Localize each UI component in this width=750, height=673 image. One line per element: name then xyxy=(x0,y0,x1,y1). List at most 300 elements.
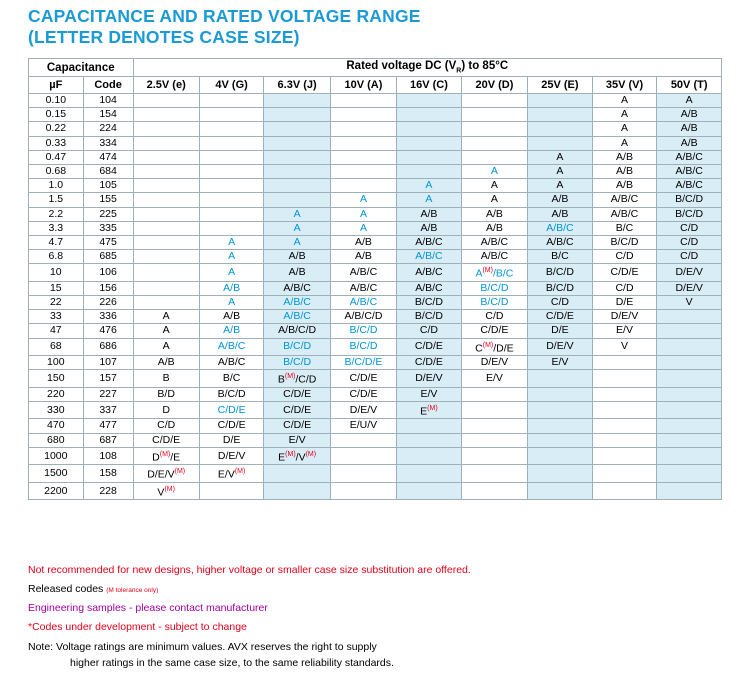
header-voltage-50v: 50V (T) xyxy=(657,77,722,94)
cell-case-size xyxy=(528,447,593,465)
cell-case-size xyxy=(199,108,264,122)
cell-case-size: C/D/E xyxy=(592,264,657,282)
cell-case-size: A xyxy=(264,207,330,221)
cell-capacitance-uf: 4.7 xyxy=(29,235,84,249)
cell-capacitance-code: 474 xyxy=(83,150,133,164)
table-row xyxy=(29,179,722,193)
note-voltage-ratings-line2: higher ratings in the same case size, to the same reliability standards. xyxy=(70,656,394,669)
cell-case-size xyxy=(461,465,527,483)
cell-capacitance-code: 225 xyxy=(83,207,133,221)
cell-case-size xyxy=(133,281,199,295)
cell-case-size xyxy=(528,433,593,447)
cell-case-size: $D/E/V^{(M)}$ xyxy=(133,465,199,483)
cell-capacitance-uf: 0.33 xyxy=(29,136,84,150)
cell-case-size: A/B xyxy=(528,207,593,221)
cell-case-size: B/C/D xyxy=(199,387,264,401)
table-row xyxy=(29,136,722,150)
cell-case-size xyxy=(657,447,722,465)
cell-case-size xyxy=(461,447,527,465)
cell-case-size: A/B/C xyxy=(264,281,330,295)
cell-case-size xyxy=(330,94,396,108)
cell-case-size: A/B/C xyxy=(199,338,264,356)
cell-capacitance-code: 156 xyxy=(83,281,133,295)
cell-case-size xyxy=(461,433,527,447)
cell-case-size: B/C/D xyxy=(461,295,527,309)
note-released-codes xyxy=(28,582,471,599)
header-capacitance: Capacitance xyxy=(29,59,134,77)
cell-case-size xyxy=(330,447,396,465)
cell-case-size: D/E xyxy=(528,324,593,338)
cell-capacitance-uf: 15 xyxy=(29,281,84,295)
cell-capacitance-code: 476 xyxy=(83,324,133,338)
cell-case-size xyxy=(264,482,330,500)
cell-case-size xyxy=(264,465,330,483)
cell-case-size: B/C/D xyxy=(397,310,462,324)
cell-capacitance-uf: 6.8 xyxy=(29,250,84,264)
table-row xyxy=(29,295,722,309)
cell-case-size: $D^{(M)}/E$ xyxy=(133,447,199,465)
cell-capacitance-code: 226 xyxy=(83,295,133,309)
cell-case-size: C/D/E xyxy=(330,387,396,401)
cell-case-size: A/B xyxy=(330,250,396,264)
cell-case-size: A xyxy=(592,122,657,136)
cell-case-size xyxy=(199,207,264,221)
cell-case-size xyxy=(199,150,264,164)
cell-case-size: A xyxy=(397,193,462,207)
cell-case-size: B/D xyxy=(133,387,199,401)
note-voltage-ratings-line1: Note: Voltage ratings are minimum values. AVX reserves the right to supply xyxy=(28,641,377,653)
cell-capacitance-uf: 33 xyxy=(29,310,84,324)
cell-case-size: C/D/E xyxy=(264,401,330,419)
cell-capacitance-uf: 150 xyxy=(29,370,84,388)
cell-case-size xyxy=(264,164,330,178)
cell-case-size: A/B/C/D xyxy=(330,310,396,324)
cell-case-size xyxy=(264,150,330,164)
cell-case-size: A/B xyxy=(397,207,462,221)
cell-capacitance-code: 106 xyxy=(83,264,133,282)
cell-case-size: A xyxy=(592,108,657,122)
cell-capacitance-uf: 1500 xyxy=(29,465,84,483)
cell-case-size: D/E/V xyxy=(461,356,527,370)
cell-case-size xyxy=(264,179,330,193)
cell-case-size xyxy=(133,164,199,178)
cell-capacitance-uf: 330 xyxy=(29,401,84,419)
cell-case-size xyxy=(199,221,264,235)
cell-capacitance-uf: 470 xyxy=(29,419,84,433)
cell-case-size xyxy=(461,482,527,500)
cell-case-size: D/E xyxy=(592,295,657,309)
cell-case-size: A xyxy=(133,310,199,324)
cell-case-size xyxy=(461,419,527,433)
cell-case-size: A/B/C xyxy=(397,281,462,295)
cell-capacitance-uf: 68 xyxy=(29,338,84,356)
cell-case-size xyxy=(133,295,199,309)
cell-case-size xyxy=(592,370,657,388)
cell-case-size xyxy=(133,207,199,221)
table-row xyxy=(29,264,722,282)
cell-case-size: A/B xyxy=(657,108,722,122)
cell-case-size: A/B/C xyxy=(397,264,462,282)
table-row xyxy=(29,250,722,264)
cell-case-size: B/C/D xyxy=(330,338,396,356)
cell-case-size: D/E/V xyxy=(657,281,722,295)
cell-capacitance-uf: 2.2 xyxy=(29,207,84,221)
header-rated-voltage: Rated voltage DC $(V_R)$ to 85°C xyxy=(133,59,721,77)
cell-case-size xyxy=(330,136,396,150)
cell-case-size xyxy=(199,482,264,500)
table-header xyxy=(29,59,722,94)
table-row xyxy=(29,150,722,164)
table-row xyxy=(29,482,722,500)
header-voltage-20v: 20V (D) xyxy=(461,77,527,94)
cell-capacitance-code: 685 xyxy=(83,250,133,264)
note-not-recommended: Not recommended for new designs, higher voltage or smaller case size substitution are offered. xyxy=(28,564,471,576)
cell-case-size: A/B xyxy=(657,122,722,136)
cell-case-size xyxy=(592,465,657,483)
cell-case-size: A/B/C xyxy=(657,179,722,193)
cell-case-size: D/E/V xyxy=(397,370,462,388)
cell-case-size: B/C/D xyxy=(657,193,722,207)
cell-case-size: A xyxy=(528,150,593,164)
cell-capacitance-code: 336 xyxy=(83,310,133,324)
cell-case-size: B xyxy=(133,370,199,388)
cell-case-size xyxy=(397,94,462,108)
cell-case-size xyxy=(592,419,657,433)
cell-case-size xyxy=(133,193,199,207)
cell-capacitance-code: 154 xyxy=(83,108,133,122)
cell-case-size xyxy=(133,108,199,122)
cell-capacitance-code: 108 xyxy=(83,447,133,465)
cell-case-size xyxy=(528,94,593,108)
cell-case-size: A/B xyxy=(592,179,657,193)
table-row xyxy=(29,401,722,419)
cell-case-size: B/C/D xyxy=(330,324,396,338)
cell-case-size: A/B xyxy=(592,164,657,178)
table-row xyxy=(29,338,722,356)
cell-case-size xyxy=(330,482,396,500)
cell-case-size: A xyxy=(133,338,199,356)
cell-case-size xyxy=(528,482,593,500)
cell-case-size xyxy=(397,150,462,164)
header-voltage-35v: 35V (V) xyxy=(592,77,657,94)
cell-case-size xyxy=(264,122,330,136)
cell-case-size: B/C xyxy=(199,370,264,388)
cell-case-size: B/C/D xyxy=(397,295,462,309)
cell-case-size: B/C xyxy=(528,250,593,264)
cell-case-size xyxy=(397,108,462,122)
cell-case-size: C/D/E xyxy=(330,370,396,388)
header-voltage-25v: 25V (E) xyxy=(528,77,593,94)
table-row xyxy=(29,281,722,295)
cell-capacitance-uf: 22 xyxy=(29,295,84,309)
cell-case-size xyxy=(461,136,527,150)
cell-capacitance-uf: 0.47 xyxy=(29,150,84,164)
cell-case-size: C/D xyxy=(133,419,199,433)
cell-case-size: A xyxy=(330,207,396,221)
cell-case-size: A/B xyxy=(592,150,657,164)
cell-case-size: E/V xyxy=(264,433,330,447)
notes-block xyxy=(28,563,471,671)
cell-case-size xyxy=(528,370,593,388)
cell-case-size: A xyxy=(397,179,462,193)
cell-case-size: V xyxy=(657,295,722,309)
cell-capacitance-uf: 47 xyxy=(29,324,84,338)
table-row xyxy=(29,447,722,465)
cell-capacitance-code: 334 xyxy=(83,136,133,150)
table-row xyxy=(29,221,722,235)
cell-case-size xyxy=(133,264,199,282)
cell-case-size: B/C/D xyxy=(528,281,593,295)
cell-case-size xyxy=(264,94,330,108)
note-codes-under-development: *Codes under development - subject to change xyxy=(28,620,247,633)
cell-case-size xyxy=(133,250,199,264)
cell-case-size xyxy=(133,94,199,108)
cell-case-size: B/C/D/E xyxy=(330,356,396,370)
cell-case-size: A/B/C xyxy=(264,295,330,309)
cell-capacitance-uf: 10 xyxy=(29,264,84,282)
cell-capacitance-code: 228 xyxy=(83,482,133,500)
cell-case-size xyxy=(592,482,657,500)
table-row xyxy=(29,235,722,249)
cell-case-size: A/B/C xyxy=(461,235,527,249)
cell-case-size: A/B/C xyxy=(264,310,330,324)
cell-case-size xyxy=(199,122,264,136)
cell-case-size: A xyxy=(330,193,396,207)
cell-case-size xyxy=(330,122,396,136)
cell-case-size: A/B/C xyxy=(199,356,264,370)
cell-case-size xyxy=(133,150,199,164)
cell-case-size: $B^{(M)}/C/D$ xyxy=(264,370,330,388)
cell-case-size xyxy=(397,482,462,500)
cell-case-size xyxy=(264,136,330,150)
cell-case-size: C/D/E xyxy=(461,324,527,338)
cell-case-size: $E^{(M)}$ xyxy=(397,401,462,419)
header-code: Code xyxy=(83,77,133,94)
note-released-codes-text: Released codes xyxy=(28,582,104,595)
table-row xyxy=(29,387,722,401)
cell-case-size: C/D/E xyxy=(264,419,330,433)
page-title xyxy=(28,6,421,48)
cell-case-size: C/D/E xyxy=(199,401,264,419)
table-row xyxy=(29,310,722,324)
cell-case-size: A/B/C xyxy=(397,235,462,249)
cell-capacitance-code: 475 xyxy=(83,235,133,249)
cell-case-size xyxy=(397,447,462,465)
cell-case-size xyxy=(657,419,722,433)
cell-capacitance-code: 227 xyxy=(83,387,133,401)
cell-capacitance-code: 686 xyxy=(83,338,133,356)
cell-case-size: C/D/E xyxy=(397,338,462,356)
cell-capacitance-code: 105 xyxy=(83,179,133,193)
cell-case-size xyxy=(528,465,593,483)
cell-case-size: A/B xyxy=(133,356,199,370)
table-row xyxy=(29,324,722,338)
cell-case-size: A/B xyxy=(264,264,330,282)
cell-case-size xyxy=(133,122,199,136)
cell-case-size: V xyxy=(592,338,657,356)
cell-case-size xyxy=(461,108,527,122)
cell-case-size: $E^{(M)}/V^{(M)}$ xyxy=(264,447,330,465)
cell-case-size: A xyxy=(199,264,264,282)
cell-case-size: A/B xyxy=(199,310,264,324)
cell-case-size: C/D xyxy=(592,281,657,295)
cell-case-size xyxy=(528,387,593,401)
table-body xyxy=(29,94,722,500)
cell-case-size xyxy=(133,136,199,150)
cell-case-size: A xyxy=(657,94,722,108)
cell-case-size: C/D xyxy=(397,324,462,338)
cell-capacitance-code: 687 xyxy=(83,433,133,447)
table-row xyxy=(29,207,722,221)
table-row xyxy=(29,419,722,433)
cell-capacitance-uf: 0.22 xyxy=(29,122,84,136)
cell-capacitance-code: 158 xyxy=(83,465,133,483)
cell-case-size xyxy=(397,465,462,483)
cell-capacitance-uf: 680 xyxy=(29,433,84,447)
cell-case-size: B/C/D xyxy=(657,207,722,221)
cell-capacitance-code: 157 xyxy=(83,370,133,388)
header-uf: µF xyxy=(29,77,84,94)
cell-case-size: A/B xyxy=(528,193,593,207)
cell-case-size xyxy=(397,419,462,433)
cell-case-size: A/B xyxy=(264,250,330,264)
cell-case-size: B/C/D xyxy=(461,281,527,295)
cell-case-size: A/B xyxy=(461,207,527,221)
cell-case-size xyxy=(330,465,396,483)
table-row xyxy=(29,108,722,122)
cell-case-size: E/V xyxy=(397,387,462,401)
cell-case-size xyxy=(461,122,527,136)
header-voltage-2_5v: 2.5V (e) xyxy=(133,77,199,94)
cell-capacitance-code: 155 xyxy=(83,193,133,207)
cell-case-size: D/E/V xyxy=(199,447,264,465)
cell-capacitance-code: 477 xyxy=(83,419,133,433)
table-row xyxy=(29,370,722,388)
cell-case-size: $V^{(M)}$ xyxy=(133,482,199,500)
cell-case-size: C/D/E xyxy=(397,356,462,370)
cell-case-size: C/D xyxy=(657,235,722,249)
cell-case-size: A/B xyxy=(199,281,264,295)
table-row xyxy=(29,465,722,483)
header-voltage-16v: 16V (C) xyxy=(397,77,462,94)
cell-case-size: A xyxy=(330,221,396,235)
cell-case-size: A/B/C xyxy=(397,250,462,264)
cell-case-size: B/C xyxy=(592,221,657,235)
cell-case-size: A xyxy=(264,235,330,249)
cell-case-size: A xyxy=(199,250,264,264)
cell-case-size: A xyxy=(264,221,330,235)
cell-case-size xyxy=(528,122,593,136)
cell-capacitance-uf: 220 xyxy=(29,387,84,401)
cell-case-size xyxy=(592,433,657,447)
cell-case-size: A/B xyxy=(199,324,264,338)
cell-case-size: A/B xyxy=(330,235,396,249)
cell-case-size xyxy=(199,164,264,178)
note-engineering-samples: Engineering samples - please contact manufacturer xyxy=(28,602,268,614)
cell-case-size xyxy=(199,136,264,150)
table-row xyxy=(29,193,722,207)
cell-case-size xyxy=(657,465,722,483)
cell-case-size: C/D xyxy=(657,221,722,235)
cell-case-size xyxy=(264,108,330,122)
cell-case-size: A/B/C xyxy=(528,235,593,249)
cell-case-size xyxy=(133,179,199,193)
cell-case-size: A xyxy=(461,164,527,178)
cell-case-size xyxy=(330,179,396,193)
cell-case-size xyxy=(330,164,396,178)
cell-case-size: E/V xyxy=(528,356,593,370)
cell-capacitance-code: 224 xyxy=(83,122,133,136)
cell-case-size xyxy=(528,108,593,122)
cell-capacitance-uf: 1.5 xyxy=(29,193,84,207)
page-title-line1: CAPACITANCE AND RATED VOLTAGE RANGE xyxy=(28,6,421,26)
table-row xyxy=(29,433,722,447)
cell-case-size xyxy=(461,150,527,164)
cell-case-size xyxy=(657,324,722,338)
cell-capacitance-uf: 2200 xyxy=(29,482,84,500)
cell-case-size xyxy=(330,108,396,122)
cell-case-size xyxy=(528,419,593,433)
cell-case-size xyxy=(199,193,264,207)
cell-capacitance-code: 337 xyxy=(83,401,133,419)
cell-case-size: A/B/C xyxy=(592,207,657,221)
cell-capacitance-uf: 0.68 xyxy=(29,164,84,178)
cell-case-size: $E/V^{(M)}$ xyxy=(199,465,264,483)
cell-case-size: A/B/C xyxy=(592,193,657,207)
cell-case-size: A/B/C xyxy=(330,295,396,309)
note-voltage-ratings xyxy=(28,640,471,671)
cell-case-size: B/C/D xyxy=(264,356,330,370)
cell-case-size xyxy=(397,136,462,150)
page-title-line2: (LETTER DENOTES CASE SIZE) xyxy=(28,27,300,47)
cell-case-size: C/D/E xyxy=(133,433,199,447)
cell-case-size: E/U/V xyxy=(330,419,396,433)
cell-capacitance-uf: 1.0 xyxy=(29,179,84,193)
cell-case-size: A xyxy=(199,295,264,309)
capacitance-voltage-table xyxy=(28,58,722,500)
cell-capacitance-uf: 100 xyxy=(29,356,84,370)
cell-case-size xyxy=(199,179,264,193)
cell-case-size: A/B/C/D xyxy=(264,324,330,338)
cell-capacitance-code: 335 xyxy=(83,221,133,235)
cell-case-size xyxy=(199,94,264,108)
cell-case-size: D xyxy=(133,401,199,419)
header-voltage-6_3v: 6.3V (J) xyxy=(264,77,330,94)
cell-case-size: C/D/E xyxy=(264,387,330,401)
cell-case-size: A/B/C xyxy=(657,164,722,178)
cell-case-size: E/V xyxy=(461,370,527,388)
cell-case-size: A/B/C xyxy=(330,281,396,295)
table-row xyxy=(29,94,722,108)
cell-case-size xyxy=(592,387,657,401)
cell-case-size xyxy=(528,401,593,419)
cell-case-size xyxy=(264,193,330,207)
cell-case-size: C/D xyxy=(528,295,593,309)
cell-case-size xyxy=(397,122,462,136)
cell-capacitance-uf: 0.15 xyxy=(29,108,84,122)
cell-capacitance-code: 684 xyxy=(83,164,133,178)
cell-case-size xyxy=(657,310,722,324)
cell-case-size: C/D xyxy=(657,250,722,264)
table-row xyxy=(29,164,722,178)
cell-case-size: A xyxy=(592,94,657,108)
cell-case-size: $C^{(M)}/D/E$ xyxy=(461,338,527,356)
cell-case-size: D/E xyxy=(199,433,264,447)
cell-case-size xyxy=(461,401,527,419)
cell-case-size: C/D xyxy=(592,250,657,264)
cell-case-size: C/D/E xyxy=(528,310,593,324)
cell-case-size: A/B xyxy=(657,136,722,150)
